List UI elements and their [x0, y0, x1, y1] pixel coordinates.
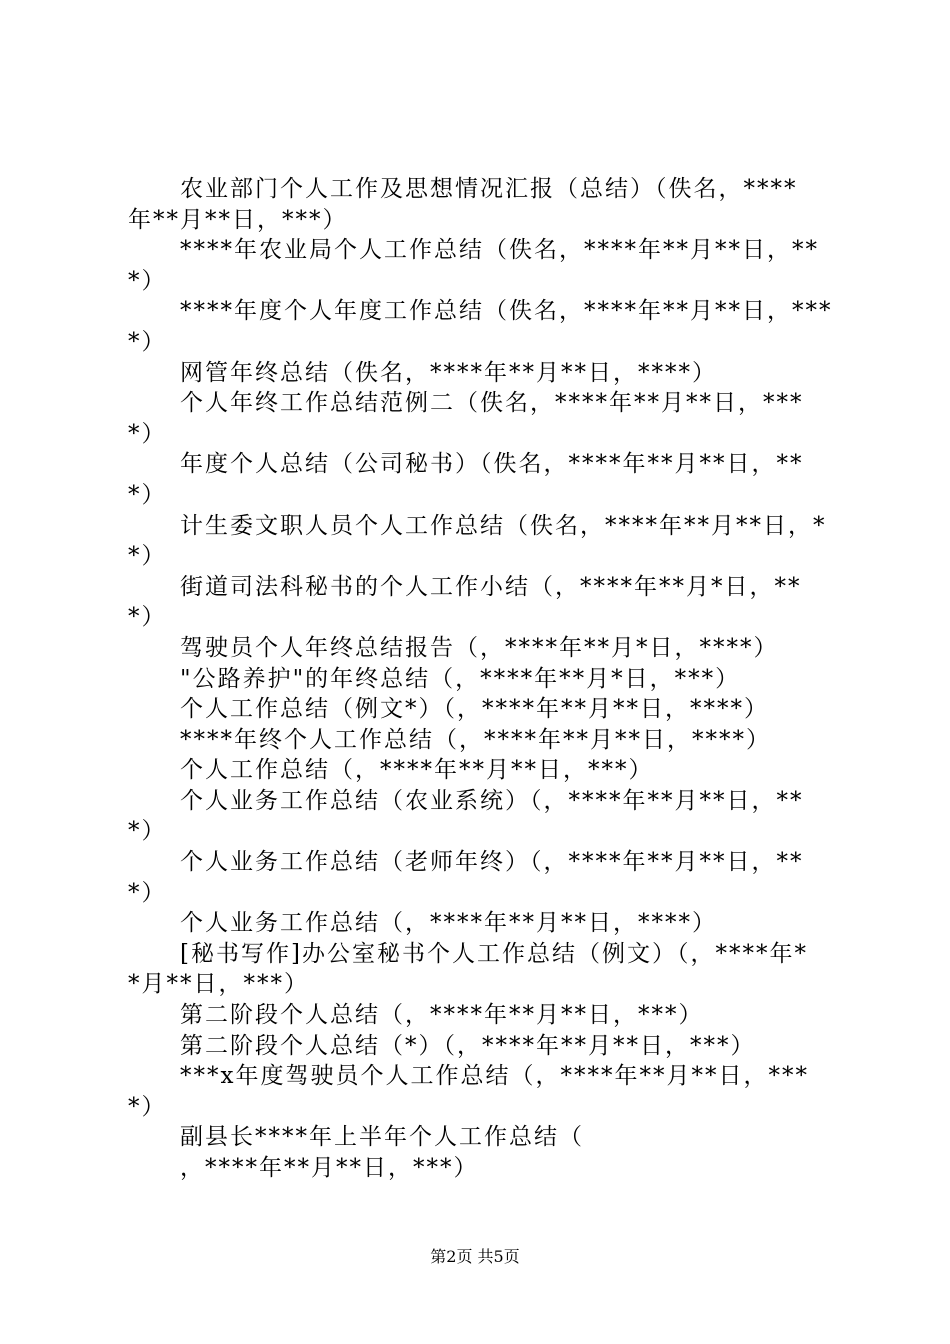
document-line: 网管年终总结（佚名，****年**月**日，****） [180, 359, 717, 386]
document-line: ，****年**月**日，***） [180, 1155, 479, 1181]
document-line: 年度个人总结（公司秘书）（佚名，****年**月**日，** [180, 451, 804, 478]
document-line: ****年度个人年度工作总结（佚名，****年**月**日，*** [180, 298, 833, 325]
document-line: "公路养护"的年终总结（，****年**月*日，***） [180, 665, 741, 692]
document-line: [秘书写作]办公室秘书个人工作总结（例文）（，****年* [180, 940, 808, 967]
document-body [128, 174, 834, 1184]
document-line: *） [128, 481, 167, 508]
document-line: 农业部门个人工作及思想情况汇报（总结）（佚名，**** [180, 176, 798, 202]
document-line: *） [128, 879, 167, 906]
document-line: *） [128, 604, 167, 631]
document-line: 驾驶员个人年终总结报告（，****年**月*日，****） [180, 634, 779, 661]
document-line: ****年终个人工作总结（，****年**月**日，****） [180, 726, 771, 753]
document-line: *） [128, 328, 167, 355]
document-line: *） [128, 420, 167, 447]
document-line: ***x年度驾驶员个人工作总结（，****年**月**日，*** [180, 1063, 809, 1090]
document-line: 副县长****年上半年个人工作总结（ [180, 1124, 584, 1151]
document-line: *） [128, 543, 167, 570]
document-line: *） [128, 1093, 167, 1120]
document-line: 个人工作总结（例文*）（，****年**月**日，****） [180, 696, 769, 723]
document-line: 个人工作总结（，****年**月**日，***） [180, 757, 654, 784]
document-line: *） [128, 818, 167, 845]
document-line: 第二阶段个人总结（，****年**月**日，***） [180, 1002, 704, 1029]
document-line: 计生委文职人员个人工作总结（佚名，****年**月**日，* [180, 512, 827, 539]
document-line: 街道司法科秘书的个人工作小结（，****年**月*日，** [180, 573, 802, 600]
document-line: 个人业务工作总结（，****年**月**日，****） [180, 910, 717, 937]
document-line: *月**日，***） [128, 971, 309, 998]
page-footer: 第2页 共5页 [430, 1247, 520, 1266]
document-line: 个人业务工作总结（老师年终）（，****年**月**日，** [180, 849, 804, 876]
document-line: 年**月**日，***） [128, 206, 348, 233]
document-line: 个人年终工作总结范例二（佚名，****年**月**日，*** [180, 390, 804, 417]
document-line: *） [128, 267, 167, 294]
document-line: 个人业务工作总结（农业系统）（，****年**月**日，** [180, 787, 804, 814]
document-line: 第二阶段个人总结（*）（，****年**月**日，***） [180, 1032, 756, 1059]
document-line: ****年农业局个人工作总结（佚名，****年**月**日，** [180, 237, 819, 264]
